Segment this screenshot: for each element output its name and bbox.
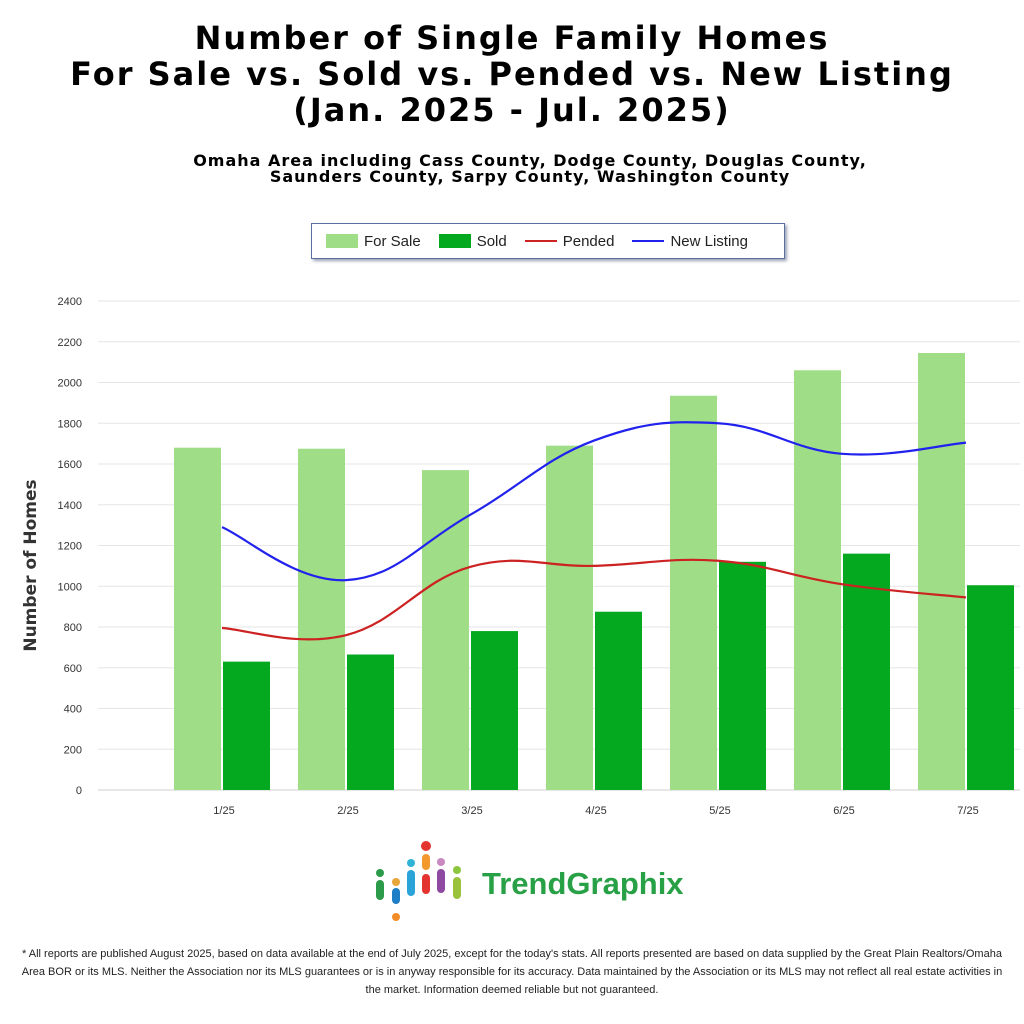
x-tick-label: 3/25 (461, 805, 483, 817)
chart-subtitle (0, 153, 1024, 185)
x-tick-label: 5/25 (709, 805, 731, 817)
legend-item-pended (525, 233, 615, 250)
y-tick-label: 1000 (57, 581, 82, 594)
bar-sold (347, 655, 394, 790)
bar-sold (471, 631, 518, 790)
legend-swatch (525, 240, 557, 242)
subtitle-line: Saunders County, Sarpy County, Washington County (269, 167, 791, 186)
legend-swatch (326, 234, 358, 248)
y-tick-label: 1800 (57, 418, 82, 431)
y-tick-label: 400 (63, 703, 82, 716)
legend-item-new-listing (632, 233, 748, 250)
footnote-disclaimer: * All reports are published August 2025, based on data available at the end of July 2025, except for the today's stats. All reports presented are based on data supplied by the Great Plain Realtors/Omaha Area BOR or its MLS. Neither the Association nor its MLS guarantees or is in anyway responsible for its accuracy. Data maintained by the Association or its MLS may not reflect all real estate activities in the market. Information deemed reliable but not guaranteed. (21, 948, 1003, 996)
logo-mark-icon (372, 840, 482, 924)
bar-for-sale (546, 446, 593, 790)
y-tick-label: 2000 (57, 377, 82, 390)
chart-legend (311, 223, 785, 259)
x-tick-label: 7/25 (957, 805, 979, 817)
y-axis-label: Number of Homes (21, 479, 41, 652)
bar-for-sale (298, 449, 345, 790)
legend-item-for-sale (326, 233, 421, 250)
y-tick-label: 1400 (57, 499, 82, 512)
title-line: (Jan. 2025 - Jul. 2025) (293, 91, 731, 129)
subtitle-line: Omaha Area including Cass County, Dodge County, Douglas County, (193, 151, 867, 170)
trendgraphix-logo (372, 840, 692, 924)
legend-label: Pended (562, 232, 615, 250)
chart-title (0, 20, 1024, 128)
x-tick-label: 2/25 (337, 805, 359, 817)
legend-label: New Listing (670, 232, 748, 250)
legend-swatch (632, 240, 664, 242)
bar-for-sale (422, 470, 469, 790)
x-tick-label: 6/25 (833, 805, 855, 817)
logo-text: TrendGraphix (482, 866, 684, 901)
bar-for-sale (670, 396, 717, 790)
legend-swatch (439, 234, 471, 248)
y-tick-label: 2200 (57, 336, 82, 349)
y-tick-label: 2400 (57, 296, 82, 308)
y-tick-label: 600 (63, 662, 82, 675)
y-tick-label: 1200 (57, 540, 82, 553)
legend-item-sold (439, 233, 507, 250)
legend-label: For Sale (364, 232, 421, 250)
title-line: Number of Single Family Homes (194, 19, 830, 57)
y-tick-label: 200 (63, 744, 82, 757)
y-tick-label: 0 (75, 785, 82, 797)
x-tick-label: 4/25 (585, 805, 607, 817)
bar-for-sale (918, 353, 965, 790)
x-tick-label: 1/25 (213, 805, 235, 817)
y-tick-label: 1600 (57, 459, 82, 471)
legend-label: Sold (476, 232, 507, 250)
bar-sold (223, 662, 270, 790)
bar-sold (595, 612, 642, 790)
bar-sold (719, 562, 766, 790)
title-line: For Sale vs. Sold vs. Pended vs. New Listing (70, 55, 954, 93)
chart-plot (0, 285, 1024, 820)
bar-sold (967, 585, 1014, 790)
y-tick-label: 800 (63, 622, 82, 634)
bar-for-sale (174, 448, 221, 790)
